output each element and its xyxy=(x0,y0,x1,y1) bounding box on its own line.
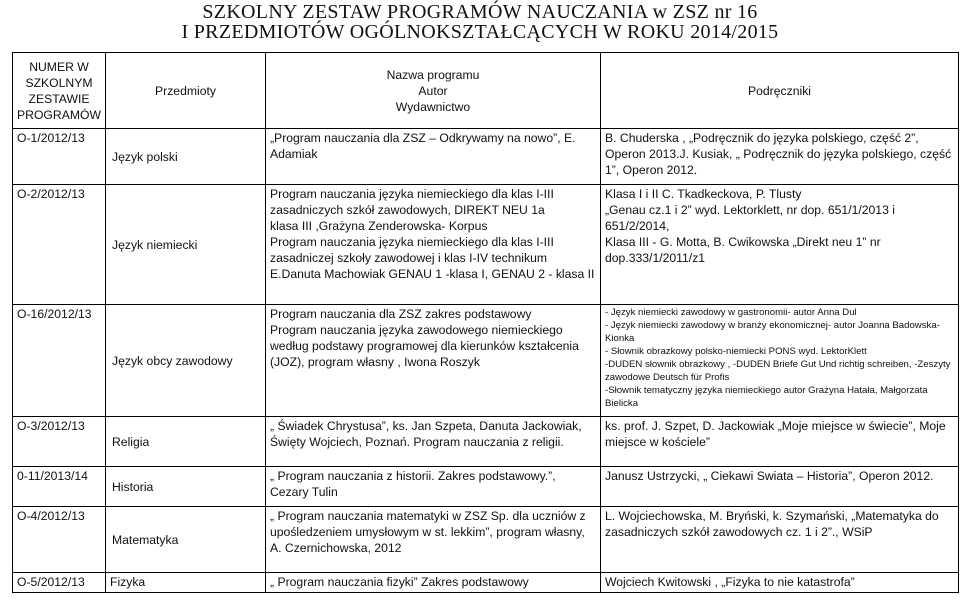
textbooks xyxy=(601,507,959,573)
program-line: „ Świadek Chrystusa”, ks. Jan Szpeta, Danuta Jackowiak, Święty Wojciech, Poznań. Program nauczania z religii. xyxy=(270,419,582,449)
program-number: 0-11/2013/14 xyxy=(13,467,106,507)
programs-table xyxy=(12,52,959,593)
textbooks xyxy=(601,129,959,185)
program-description xyxy=(266,467,601,507)
program-number: O-4/2012/13 xyxy=(13,507,106,573)
subject-name: Historia xyxy=(106,467,266,507)
subject-name: Matematyka xyxy=(106,507,266,573)
table-row xyxy=(13,417,959,467)
program-line: „Program nauczania dla ZSZ – Odkrywamy na nowo”, E. Adamiak xyxy=(270,131,576,161)
program-line: „ Program nauczania z historii. Zakres podstawowy.”, Cezary Tulin xyxy=(270,469,556,499)
textbook-line: B. Chuderska , „Podręcznik do języka polskiego, część 2”, Operon 2013.J. Kusiak, „ Podręcznik do języka polskiego, część 1”, Operon 2012. xyxy=(605,131,952,177)
program-number: O-2/2012/13 xyxy=(13,185,106,305)
textbook-line: - Język niemiecki zawodowy w gastronomii- autor Anna Dul xyxy=(605,307,857,318)
textbook-line: - Język niemiecki zawodowy w branży ekonomicznej- autor Joanna Badowska- Kionka xyxy=(605,320,940,344)
program-description xyxy=(266,185,601,305)
table-row xyxy=(13,305,959,417)
header-books: Podręczniki xyxy=(601,53,959,129)
program-description xyxy=(266,507,601,573)
subject-name: Język obcy zawodowy xyxy=(106,305,266,417)
program-description: „ Program nauczania fizyki” Zakres podstawowy xyxy=(266,573,601,593)
textbooks xyxy=(601,185,959,305)
textbook-line: ks. prof. J. Szpet, D. Jackowiak „Moje miejsce w świecie”, Moje miejsce w kościele” xyxy=(605,419,946,449)
program-line: Program nauczania dla ZSZ zakres podstawowy xyxy=(270,307,532,321)
program-description xyxy=(266,129,601,185)
textbook-line: Klasa I i II C. Tkadkeckova, P. Tlusty xyxy=(605,187,802,201)
program-number: O-16/2012/13 xyxy=(13,305,106,417)
textbook-line: „Genau cz.1 i 2” wyd. Lektorklett, nr dop. 651/1/2013 i 651/2/2014, xyxy=(605,203,895,233)
program-line: E.Danuta Machowiak GENAU 1 -klasa I, GENAU 2 - klasa II xyxy=(270,267,595,281)
subject-name: Język polski xyxy=(106,129,266,185)
header-program-name: Nazwa programu xyxy=(386,67,480,82)
header-program xyxy=(266,53,601,129)
table-row xyxy=(13,573,959,593)
program-line: klasa III ,Grażyna Zenderowska- Korpus xyxy=(270,219,488,233)
program-line: „ Program nauczania matematyki w ZSZ Sp. dla uczniów z upośledzeniem umysłowym w st. lekkim”, program własny, A. Czernichowska, 2012 xyxy=(270,509,586,555)
header-program-publisher: Wydawnictwo xyxy=(395,99,471,114)
program-number: O-5/2012/13 xyxy=(13,573,106,593)
textbook-line: Janusz Ustrzycki, „ Ciekawi Swiata – Historia”, Operon 2012. xyxy=(605,469,934,483)
textbooks xyxy=(601,417,959,467)
table-row xyxy=(13,185,959,305)
table-row xyxy=(13,129,959,185)
header-number: NUMER W SZKOLNYM ZESTAWIE PROGRAMÓW xyxy=(13,53,106,129)
textbook-line: L. Wojciechowska, M. Bryński, k. Szymański, „Matematyka do zasadniczych szkół zawodowych cz. 1 i 2”., WSiP xyxy=(605,509,939,539)
header-subject: Przedmioty xyxy=(106,53,266,129)
subject-name: Język niemiecki xyxy=(106,185,266,305)
subject-name: Religia xyxy=(106,417,266,467)
textbook-line: -Słownik tematyczny języka niemieckiego autor Grażyna Hatała, Małgorzata Bielicka xyxy=(605,385,928,409)
program-description xyxy=(266,417,601,467)
textbooks xyxy=(601,467,959,507)
document-title: SZKOLNY ZESTAW PROGRAMÓW NAUCZANIA w ZSZ nr 16 xyxy=(202,1,758,23)
table-row xyxy=(13,467,959,507)
textbook-line: -DUDEN słownik obrazkowy , -DUDEN Briefe Gut Und richtig schreiben, -Zeszyty zawodowe Deutsch für Profis xyxy=(605,359,951,383)
subject-name: Fizyka xyxy=(106,573,266,593)
textbook-line: - Słownik obrazkowy polsko-niemiecki PONS wyd. LektorKlett xyxy=(605,346,867,357)
program-line: Program nauczania języka niemieckiego dla klas I-III zasadniczych szkół zawodowych, DIREKT NEU 1a xyxy=(270,187,554,217)
document-subtitle: I PRZEDMIOTÓW OGÓLNOKSZTAŁCĄCYCH W ROKU 2014/2015 xyxy=(181,21,779,43)
table-row xyxy=(13,507,959,573)
header-program-author: Autor xyxy=(418,83,448,98)
program-number: O-1/2012/13 xyxy=(13,129,106,185)
textbooks: Wojciech Kwitowski , „Fizyka to nie katastrofa” xyxy=(601,573,959,593)
textbooks xyxy=(601,305,959,417)
program-number: O-3/2012/13 xyxy=(13,417,106,467)
textbook-line: Klasa III - G. Motta, B. Cwikowska „Direkt neu 1” nr dop.333/1/2011/z1 xyxy=(605,235,881,265)
table-header-row xyxy=(13,53,959,129)
program-description xyxy=(266,305,601,417)
table-body xyxy=(13,129,959,573)
program-line: Program nauczania języka zawodowego niemieckiego według podstawy programowej dla kierunków kształcenia (JOZ), program własny , Iwona Roszyk xyxy=(270,323,579,369)
program-line: Program nauczania języka niemieckiego dla klas I-III zasadniczej szkoły zawodowej i klas I-IV technikum xyxy=(270,235,554,265)
